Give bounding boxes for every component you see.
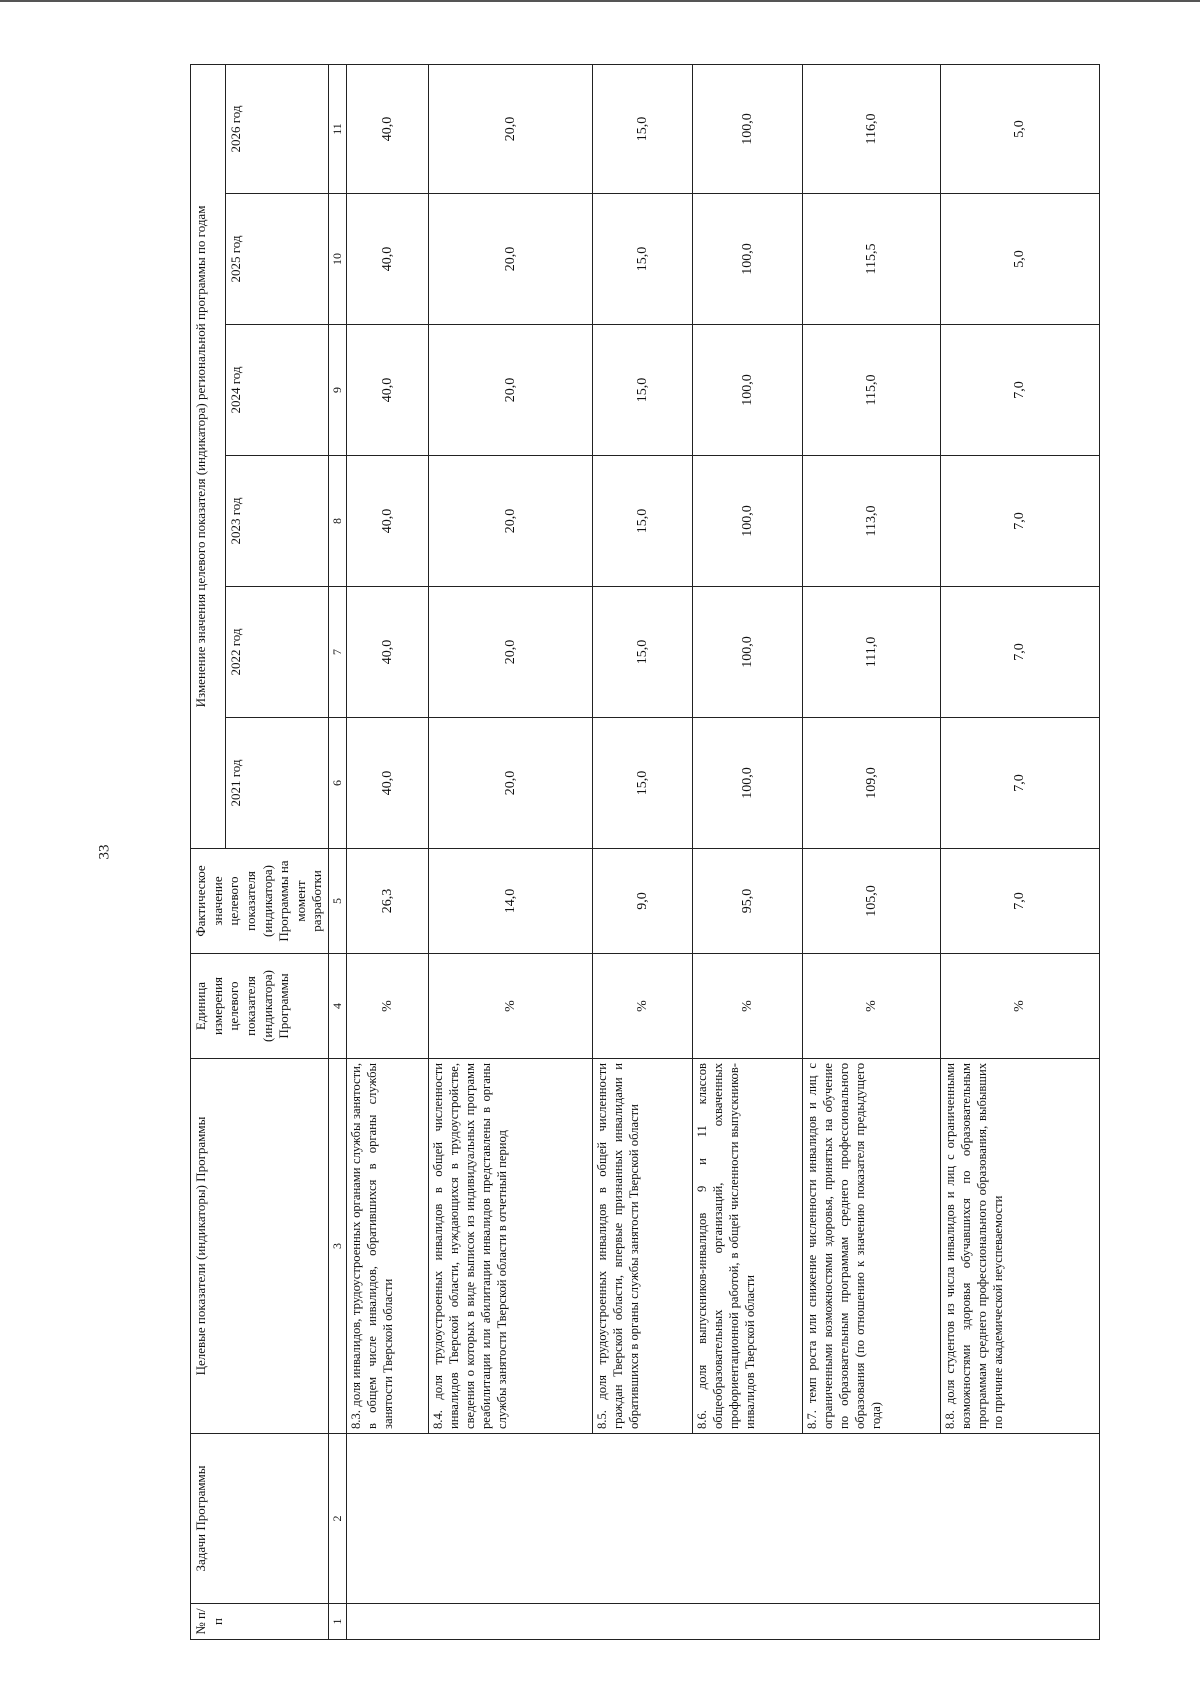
value-2024: 20,0	[429, 325, 593, 456]
col-number: 9	[329, 325, 347, 456]
value-2026: 40,0	[347, 64, 429, 193]
value-2026: 15,0	[593, 64, 693, 193]
column-number-row	[329, 64, 347, 1639]
header-unit: Единица измерения целевого показателя (индикатора) Программы	[191, 954, 329, 1059]
col-number: 2	[329, 1434, 347, 1604]
value-2021: 100,0	[693, 718, 803, 849]
value-2023: 40,0	[347, 456, 429, 587]
table-row	[347, 64, 429, 1639]
value-2021: 7,0	[941, 718, 1100, 849]
value-2023: 100,0	[693, 456, 803, 587]
header-year-2021: 2021 год	[225, 718, 329, 849]
col-number: 11	[329, 64, 347, 193]
table-row	[693, 64, 803, 1639]
value-2025: 5,0	[941, 194, 1100, 325]
header-change-by-year: Изменение значения целевого показателя (индикатора) региональной программы по годам	[191, 64, 226, 848]
value-2021: 15,0	[593, 718, 693, 849]
table-row	[803, 64, 941, 1639]
actual-value: 26,3	[347, 849, 429, 954]
unit-cell: %	[803, 954, 941, 1059]
actual-value: 14,0	[429, 849, 593, 954]
header-year-2026: 2026 год	[225, 64, 329, 193]
value-2024: 7,0	[941, 325, 1100, 456]
value-2022: 7,0	[941, 587, 1100, 718]
value-2025: 115,5	[803, 194, 941, 325]
value-2023: 7,0	[941, 456, 1100, 587]
header-tasks: Задачи Программы	[191, 1434, 329, 1604]
page-number: 33	[96, 844, 113, 860]
header-year-2025: 2025 год	[225, 194, 329, 325]
col-number: 6	[329, 718, 347, 849]
header-num: № п/п	[191, 1604, 329, 1640]
value-2022: 15,0	[593, 587, 693, 718]
value-2026: 116,0	[803, 64, 941, 193]
table-row	[941, 64, 1100, 1639]
value-2024: 15,0	[593, 325, 693, 456]
value-2021: 40,0	[347, 718, 429, 849]
value-2023: 113,0	[803, 456, 941, 587]
indicator-text: 8.6. доля выпускников-инвалидов 9 и 11 классов общеобразовательных организаций, охваченных профориентационной работой, в общей численности выпускников-инвалидов Тверской области	[693, 1059, 803, 1434]
unit-cell: %	[593, 954, 693, 1059]
col-number: 7	[329, 587, 347, 718]
value-2025: 15,0	[593, 194, 693, 325]
indicator-text: 8.3. доля инвалидов, трудоустроенных органами службы занятости, в общем числе инвалидов, обратившихся в органы службы занятости Тверской области	[347, 1059, 429, 1434]
col-number: 1	[329, 1604, 347, 1640]
actual-value: 105,0	[803, 849, 941, 954]
task-cell	[347, 1434, 1100, 1604]
value-2023: 20,0	[429, 456, 593, 587]
indicator-text: 8.5. доля трудоустроенных инвалидов в общей численности граждан Тверской области, впервые признанных инвалидами и обратившихся в органы службы занятости Тверской области	[593, 1059, 693, 1434]
value-2022: 111,0	[803, 587, 941, 718]
actual-value: 95,0	[693, 849, 803, 954]
value-2026: 100,0	[693, 64, 803, 193]
col-number: 10	[329, 194, 347, 325]
actual-value: 7,0	[941, 849, 1100, 954]
value-2025: 40,0	[347, 194, 429, 325]
value-2026: 5,0	[941, 64, 1100, 193]
unit-cell: %	[693, 954, 803, 1059]
header-year-2022: 2022 год	[225, 587, 329, 718]
indicator-text: 8.8. доля студентов из числа инвалидов и лиц с ограниченными возможностями здоровья обучавшихся по образовательным программам среднего профессионального образования, выбывших по причине академической неуспеваемости	[941, 1059, 1100, 1434]
value-2024: 40,0	[347, 325, 429, 456]
indicator-text: 8.7. темп роста или снижение численности инвалидов и лиц с ограниченными возможностями здоровья, принятых на обучение по образовательным программам среднего профессионального образования (по отношению к значению показателя предыдущего года)	[803, 1059, 941, 1434]
col-number: 3	[329, 1059, 347, 1434]
indicator-text: 8.4. доля трудоустроенных инвалидов в общей численности инвалидов Тверской области, нуждающихся в трудоустройстве, сведения о которых в виде выписок из индивидуальных программ реабилитации или абилитации инвалидов представлены в органы службы занятости Тверской области в отчетный период	[429, 1059, 593, 1434]
scan-top-edge	[0, 0, 1200, 2]
value-2024: 115,0	[803, 325, 941, 456]
unit-cell: %	[941, 954, 1100, 1059]
value-2022: 100,0	[693, 587, 803, 718]
value-2024: 100,0	[693, 325, 803, 456]
value-2025: 20,0	[429, 194, 593, 325]
table-row	[429, 64, 593, 1639]
value-2021: 20,0	[429, 718, 593, 849]
table-row	[593, 64, 693, 1639]
value-2022: 40,0	[347, 587, 429, 718]
indicators-table	[190, 64, 1100, 1640]
header-year-2024: 2024 год	[225, 325, 329, 456]
col-number: 8	[329, 456, 347, 587]
header-actual: Фактическое значение целевого показателя (индикатора) Программы на момент разработки	[191, 849, 329, 954]
unit-cell: %	[347, 954, 429, 1059]
header-year-2023: 2023 год	[225, 456, 329, 587]
value-2026: 20,0	[429, 64, 593, 193]
num-cell	[347, 1604, 1100, 1640]
col-number: 5	[329, 849, 347, 954]
header-indicators: Целевые показатели (индикаторы) Программы	[191, 1059, 329, 1434]
col-number: 4	[329, 954, 347, 1059]
value-2021: 109,0	[803, 718, 941, 849]
unit-cell: %	[429, 954, 593, 1059]
actual-value: 9,0	[593, 849, 693, 954]
rotated-table-container	[190, 65, 1100, 1640]
value-2023: 15,0	[593, 456, 693, 587]
value-2025: 100,0	[693, 194, 803, 325]
value-2022: 20,0	[429, 587, 593, 718]
